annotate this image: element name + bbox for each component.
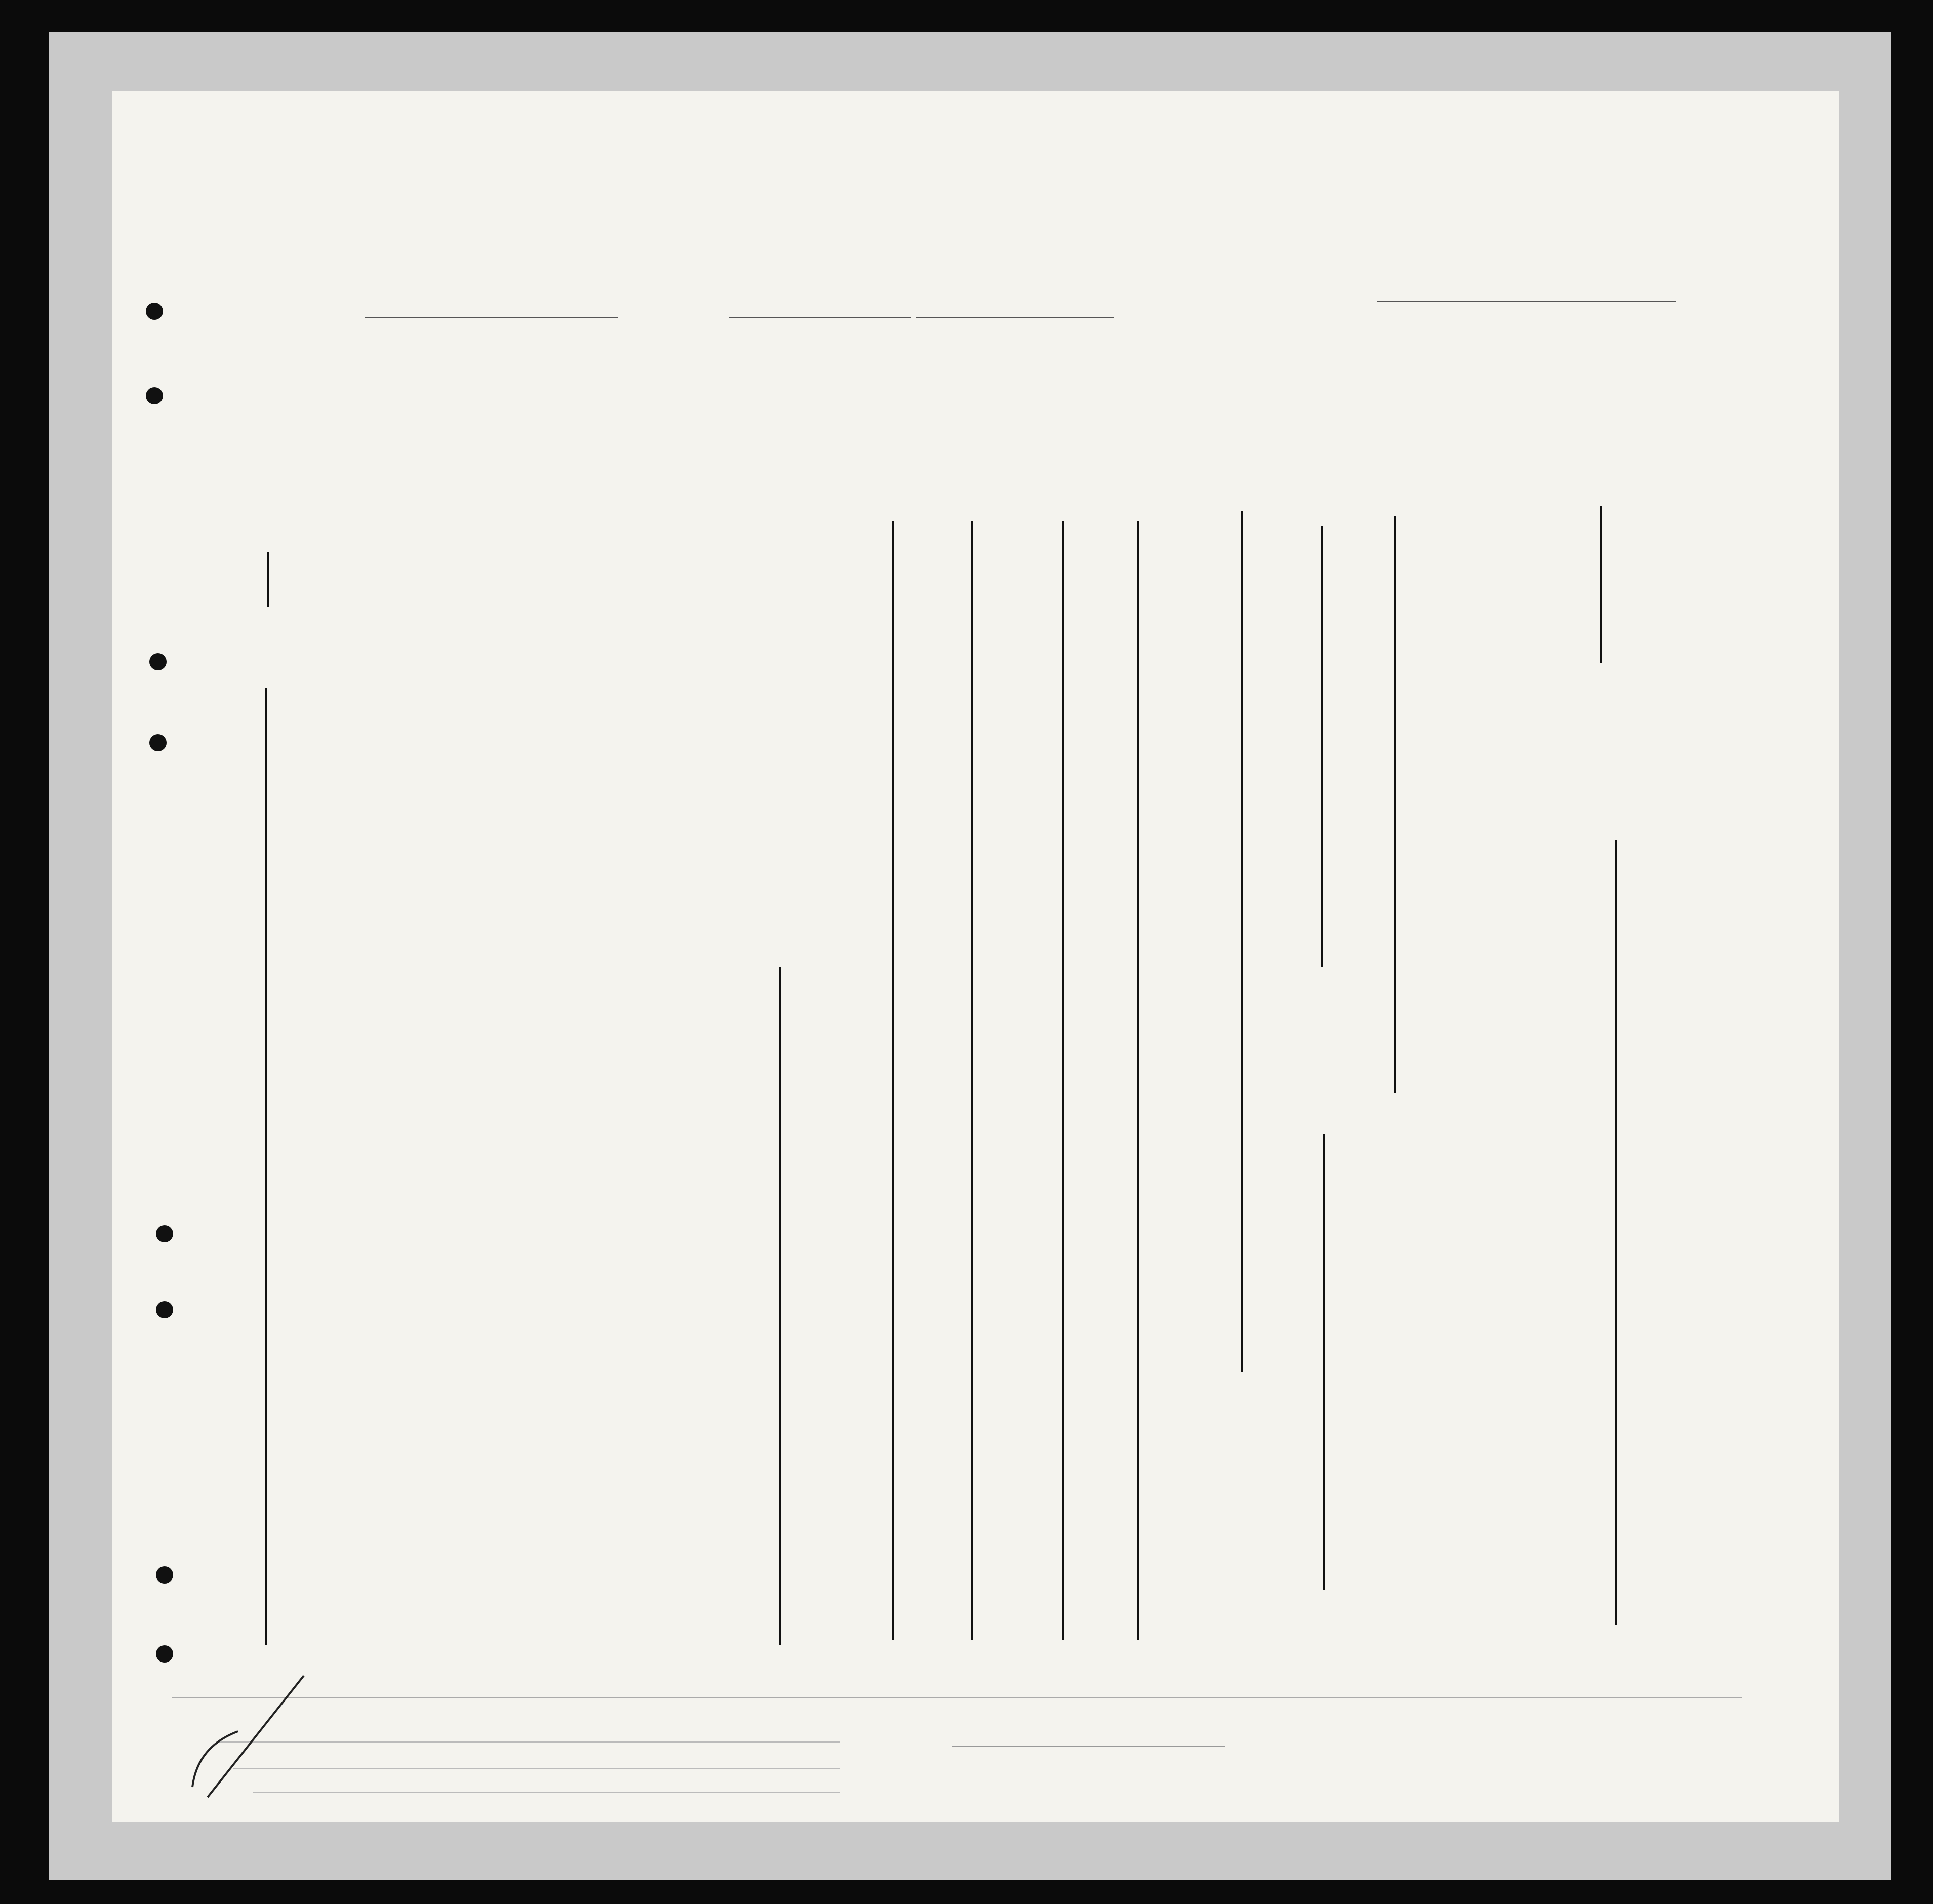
ditto-stroke <box>1062 521 1064 1640</box>
vessel-underline <box>365 317 618 318</box>
punch-hole <box>146 303 163 320</box>
ditto-stroke <box>1323 1134 1325 1590</box>
ditto-stroke <box>971 521 973 1640</box>
ditto-stroke <box>1137 521 1139 1640</box>
punch-hole <box>156 1566 173 1584</box>
from-port-underline <box>1377 301 1676 302</box>
ditto-stroke <box>892 521 894 1640</box>
ditto-stroke <box>1600 506 1602 663</box>
port-underline <box>729 317 911 318</box>
punch-hole <box>149 734 167 751</box>
punch-hole <box>146 387 163 404</box>
ditto-stroke <box>1615 840 1617 1625</box>
line-slash-mark <box>177 1671 329 1802</box>
manifest-sheet <box>112 91 1839 1822</box>
punch-hole <box>156 1645 173 1663</box>
punch-hole <box>149 653 167 670</box>
footer-rule <box>172 1697 1742 1698</box>
ditto-stroke <box>1241 511 1243 1372</box>
ditto-stroke <box>267 552 269 607</box>
ditto-stroke <box>779 967 781 1645</box>
ditto-stroke <box>1321 526 1323 967</box>
ditto-stroke <box>1394 516 1396 1093</box>
agents-underline <box>253 1792 840 1793</box>
punch-hole <box>156 1225 173 1242</box>
signature-line <box>952 1746 1225 1747</box>
ditto-stroke <box>265 688 267 1645</box>
date-underline <box>916 317 1114 318</box>
punch-hole <box>156 1301 173 1318</box>
